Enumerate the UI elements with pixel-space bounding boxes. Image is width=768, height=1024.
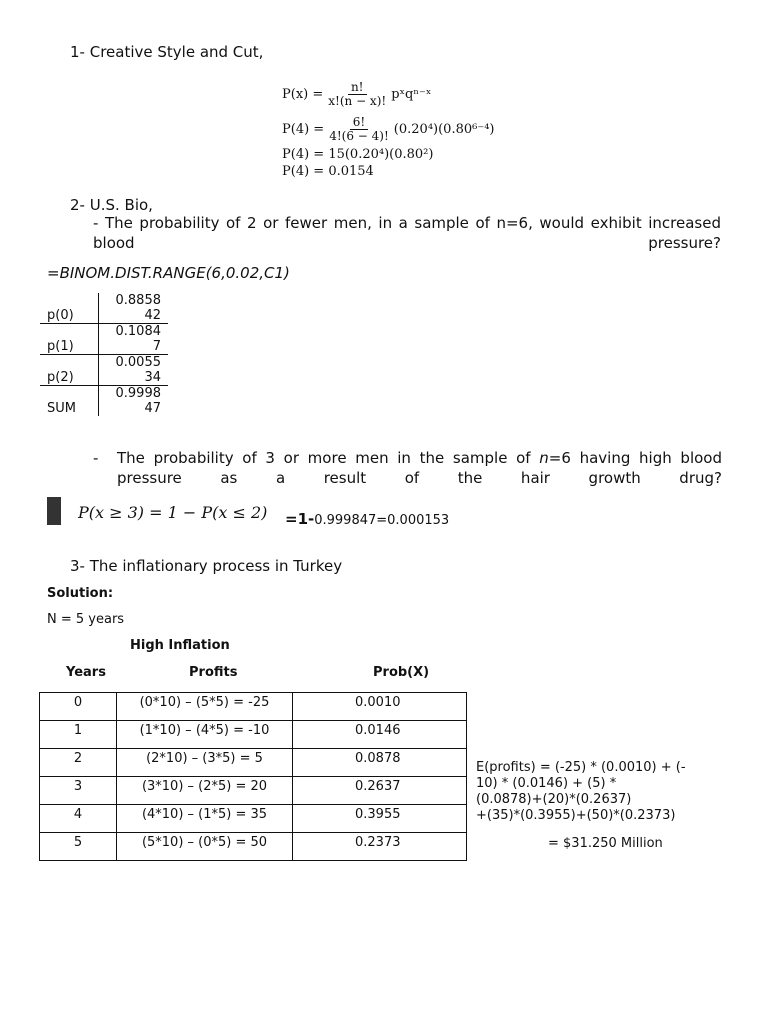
section3-heading: 3- The inflationary process in Turkey	[70, 557, 343, 575]
section2-heading: 2- U.S. Bio,	[70, 196, 153, 214]
n-years: N = 5 years	[47, 612, 125, 627]
ptable-label: SUM	[47, 401, 76, 416]
ptable-value: 7	[99, 339, 169, 355]
formula-line-4: P(4) = 0.0154	[282, 164, 374, 179]
formula-line2-fraction	[326, 116, 392, 143]
formula-line1-num: n!	[348, 81, 367, 95]
section1-heading: 1- Creative Style and Cut,	[70, 43, 264, 61]
cell-profit: (0*10) – (5*5) = -25	[117, 693, 293, 721]
table-row	[40, 693, 467, 721]
col-header-profits: Profits	[189, 665, 238, 680]
cell-prob: 0.2373	[293, 833, 467, 861]
expectation-line-4: +(35)*(0.3955)+(50)*(0.2373)	[476, 808, 676, 823]
formula-line-3: P(4) = 15(0.20⁴)(0.80²)	[282, 147, 434, 162]
cell-prob: 0.0010	[293, 693, 467, 721]
table-row	[40, 833, 467, 861]
formula-line1-fraction	[325, 81, 389, 108]
binomial-formula	[282, 76, 494, 180]
formula-line-2	[282, 112, 494, 146]
cell-profit: (3*10) – (2*5) = 20	[117, 777, 293, 805]
table-row	[40, 777, 467, 805]
section2-question1: - The probability of 2 or fewer men, in a sample of n=6, would exhibit increased blood pressure?	[93, 214, 721, 252]
cell-profit: (4*10) – (1*5) = 35	[117, 805, 293, 833]
ptable-label: p(2)	[40, 370, 99, 386]
cell-prob: 0.3955	[293, 805, 467, 833]
expectation-line-3: (0.0878)+(20)*(0.2637)	[476, 792, 632, 807]
ptable-value: 0.1084	[99, 324, 169, 340]
ptable-label: p(1)	[40, 339, 99, 355]
ptable-value: 47	[99, 401, 169, 416]
formula-line2-lhs: P(4) =	[282, 121, 325, 137]
formula-line2-den: 4!(6 − 4)!	[329, 128, 389, 143]
ptable-value: 0.0055	[99, 355, 169, 371]
formula-line2-rhs: (0.20⁴)(0.80⁶⁻⁴)	[393, 121, 495, 137]
profits-table	[39, 692, 467, 861]
ptable-row-0-b	[40, 308, 168, 324]
cell-profit: (2*10) – (3*5) = 5	[117, 749, 293, 777]
cell-year: 4	[40, 805, 117, 833]
complement-result-bold: =1-	[285, 510, 315, 528]
ptable-value: 34	[99, 370, 169, 386]
complement-result	[285, 509, 449, 528]
question2-n: n	[539, 449, 549, 467]
table-title: High Inflation	[130, 638, 230, 653]
cell-year: 3	[40, 777, 117, 805]
section2-question2	[117, 448, 722, 488]
ptable-row-1-b	[40, 339, 168, 355]
cell-year: 2	[40, 749, 117, 777]
ptable-row-2-a	[40, 355, 168, 371]
formula-line-1	[282, 76, 494, 112]
probability-table	[40, 293, 168, 416]
complement-formula: P(x ≥ 3) = 1 − P(x ≤ 2)	[78, 503, 268, 522]
ptable-row-1-a	[40, 324, 168, 340]
formula-line1-rhs: pˣqⁿ⁻ˣ	[391, 86, 432, 102]
ptable-value: 0.9998	[99, 386, 169, 402]
col-header-years: Years	[66, 665, 106, 680]
cell-year: 0	[40, 693, 117, 721]
formula-line1-den: x!(n − x)!	[328, 93, 387, 108]
expectation-line-1: E(profits) = (-25) * (0.0010) + (-	[476, 760, 686, 775]
question2-pre: The probability of 3 or more men in the sample of	[117, 449, 540, 467]
solution-label: Solution:	[47, 586, 114, 601]
ptable-row-3-b	[40, 401, 168, 416]
black-bar-marker	[47, 497, 61, 525]
ptable-row-3-a	[40, 386, 168, 402]
cell-year: 1	[40, 721, 117, 749]
question2-dash: -	[93, 449, 99, 467]
question2-post: =6 having high blood pressure as a result of the hair growth drug?	[117, 449, 722, 487]
ptable-value: 0.8858	[99, 293, 169, 308]
cell-profit: (5*10) – (0*5) = 50	[117, 833, 293, 861]
ptable-label: p(0)	[40, 308, 99, 324]
table-row	[40, 749, 467, 777]
table-row	[40, 805, 467, 833]
table-row	[40, 721, 467, 749]
ptable-value: 42	[99, 308, 169, 324]
ptable-row-0-a	[40, 293, 168, 308]
expected-profits	[476, 760, 686, 824]
expectation-line-2: 10) * (0.0146) + (5) *	[476, 776, 617, 791]
cell-year: 5	[40, 833, 117, 861]
formula-line2-num: 6!	[350, 116, 368, 130]
cell-prob: 0.2637	[293, 777, 467, 805]
cell-profit: (1*10) – (4*5) = -10	[117, 721, 293, 749]
cell-prob: 0.0146	[293, 721, 467, 749]
ptable-row-2-b	[40, 370, 168, 386]
cell-prob: 0.0878	[293, 749, 467, 777]
complement-result-value: 0.999847=0.000153	[314, 513, 450, 528]
col-header-prob: Prob(X)	[373, 665, 430, 680]
excel-formula: =BINOM.DIST.RANGE(6,0.02,C1)	[47, 264, 290, 282]
expectation-result: = $31.250 Million	[548, 836, 663, 851]
formula-line1-lhs: P(x) =	[282, 86, 324, 102]
